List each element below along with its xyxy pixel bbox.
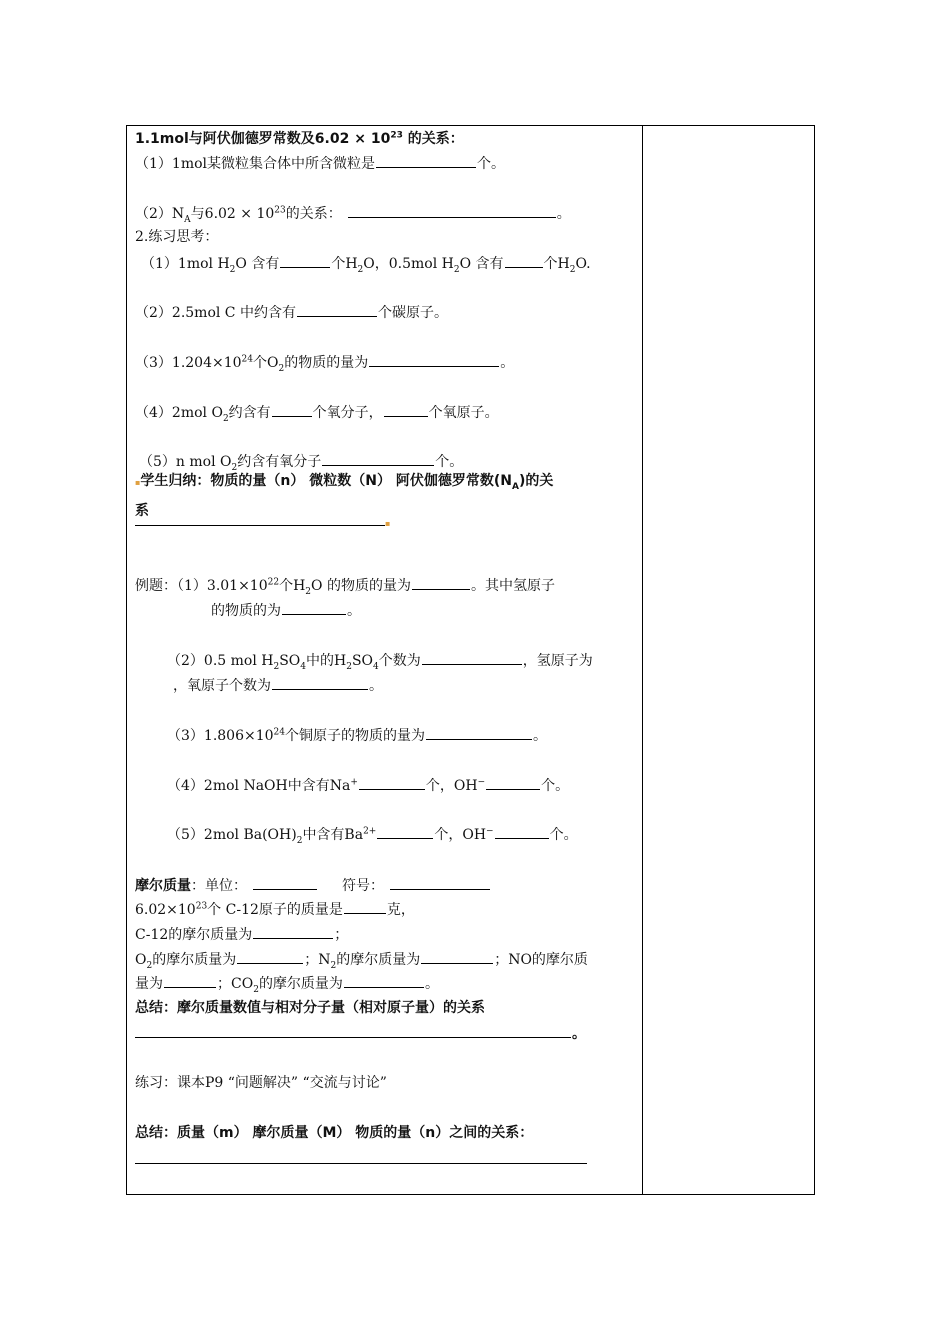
molar-l3-a: C-12的摩尔质量为 (135, 927, 253, 943)
summary1-c: 系 (135, 503, 149, 519)
example-e1-a: 例题：（1）3.01×10 (135, 578, 268, 594)
section2-title: 2.练习思考： (135, 229, 219, 245)
example-e5-b: 中含有Ba (302, 827, 364, 843)
s2-p3-b: 个O (252, 355, 279, 371)
answer-blank[interactable] (322, 451, 434, 466)
summary2-end: 。 (572, 1026, 586, 1042)
s1-title-text: 1.1mol与阿伏伽德罗常数及6.02 × 10 (135, 131, 391, 147)
molar-line2 (135, 899, 415, 920)
answer-blank[interactable] (376, 153, 476, 168)
molar-l3-b: ； (334, 927, 349, 943)
example-e4-sup: + (350, 777, 358, 788)
molar-l4-c: ；N (304, 952, 331, 968)
s2-p1-c: 个H (331, 256, 358, 272)
answer-blank[interactable] (359, 775, 425, 790)
molar-unit-label: ：单位： (191, 878, 247, 894)
answer-blank[interactable] (348, 203, 556, 218)
molar-title: 摩尔质量 (135, 878, 191, 894)
answer-blank[interactable] (377, 824, 433, 839)
molar-l4-a: O (135, 952, 147, 968)
example-5: （5）2mol $Ba(OH)_2$中含有$Ba^{2+}$ 个，OH− 个。 (167, 824, 578, 845)
s1-q2-text3: 的关系： (285, 206, 342, 222)
s1-q1 (135, 153, 505, 174)
molar-symbol-label: 符号： (342, 878, 384, 894)
summary2-title: 总结：摩尔质量数值与相对分子量（相对原子量）的关系 (135, 1000, 485, 1016)
example-e2-b: SO (279, 653, 301, 669)
example-e1-c: O 的物质的量为 (311, 578, 411, 594)
s2-p5-a: （5）n mol O (139, 454, 232, 470)
s2-p1-d: O，0.5mol H (363, 256, 454, 272)
example-e2-h: 。 (369, 678, 383, 694)
example-e3-a: （3）1.806×10 (167, 728, 274, 744)
answer-blank[interactable] (486, 775, 540, 790)
example-e5-sup: 2+ (363, 826, 377, 837)
s1-q1-text: （1）1mol某微粒集合体中所含微粒是 (135, 156, 375, 172)
s1-q2-end: 。 (556, 206, 571, 222)
answer-blank[interactable] (135, 1163, 587, 1164)
molar-line5: 量为 ；$CO_2$的摩尔质量为 。 (135, 973, 439, 994)
s1-q2-exp: 23 (274, 205, 286, 216)
molar-l2-a: 6.02×10 (135, 902, 196, 918)
answer-blank[interactable] (422, 650, 522, 665)
s2-p4-d: 个氧原子。 (428, 405, 499, 421)
example-e4-b: 个，OH (425, 778, 478, 794)
molar-l4-b: 的摩尔质量为 (152, 952, 237, 968)
answer-blank[interactable] (272, 675, 368, 690)
s1-title-exp: 23 (390, 130, 403, 141)
s2-p2 (135, 302, 448, 323)
summary2-answer (135, 1023, 586, 1044)
summary1-a: 学生归纳：物质的量（n） 微粒数（N） 阿伏伽德罗常数(N (140, 473, 512, 489)
answer-blank[interactable] (369, 352, 499, 367)
molar-l2-c: 克， (386, 902, 415, 918)
example-e2-e: 个数为 (378, 653, 421, 669)
s2-p4-c: 个氧分子， (312, 405, 383, 421)
answer-blank[interactable] (390, 875, 490, 890)
molar-line1 (135, 875, 491, 896)
molar-l5-b: ；CO (217, 976, 254, 992)
summary1-b: )的关 (518, 473, 554, 489)
section1-title (135, 129, 464, 149)
molar-l5-d: 。 (424, 976, 439, 992)
example-1: 例题：$(1)3.01\times 10^{22}$个$H_2O$ 的物质的量为 。其中氢原子 (135, 575, 555, 596)
example-e2-a: （2）0.5 mol H (167, 653, 274, 669)
s2-p5: （5）n mol $O_2$约含有氧分子 个。 (139, 451, 463, 472)
s1-q2-text2: 与6.02 × 10 (190, 206, 275, 222)
answer-blank[interactable] (344, 899, 386, 914)
example-e1-b: 个H (279, 578, 306, 594)
s2-p3-d: 。 (500, 355, 515, 371)
answer-blank[interactable] (135, 1023, 571, 1038)
example-e5-c: 个，OH (434, 827, 487, 843)
answer-blank[interactable] (272, 402, 312, 417)
answer-blank[interactable] (282, 600, 346, 615)
s2-p4-b: 约含有 (228, 405, 271, 421)
worksheet-content (135, 125, 640, 1193)
answer-blank[interactable] (384, 402, 428, 417)
answer-blank[interactable] (505, 253, 543, 268)
summary3-title: 总结：质量（m） 摩尔质量（M） 物质的量（n）之间的关系： (135, 1125, 534, 1141)
example-e3-c: 。 (532, 728, 547, 744)
example-4 (167, 775, 569, 796)
answer-blank[interactable] (495, 824, 549, 839)
molar-l2-exp: 23 (195, 901, 208, 912)
s2-p1-g: O. (575, 256, 591, 272)
s2-p1-b: O 含有 (235, 256, 280, 272)
answer-blank[interactable] (135, 525, 385, 526)
example-e5-sup2: − (486, 826, 494, 837)
answer-blank[interactable] (426, 725, 532, 740)
example-1-cont (211, 600, 361, 621)
answer-blank[interactable] (253, 924, 333, 939)
example-e1-f: 。 (347, 603, 361, 619)
molar-l2-b: 个 C-12原子的质量是 (207, 902, 343, 918)
s2-p5-b: 约含有氧分子 (237, 454, 322, 470)
answer-blank[interactable] (297, 302, 377, 317)
example-e2-c: 中的H (306, 653, 347, 669)
molar-l4-e: ；NO的摩尔质 (494, 952, 588, 968)
example-2-cont (173, 675, 383, 696)
example-e4-sup2: − (477, 777, 486, 788)
s2-p2-b: 个碳原子。 (377, 305, 448, 321)
s2-p4-a: （4）2mol O (135, 405, 223, 421)
example-e5-d: 个。 (549, 827, 578, 843)
example-e2-g: ，氧原子个数为 (173, 678, 271, 694)
example-e2-d: SO (351, 653, 374, 669)
answer-blank[interactable] (253, 875, 317, 890)
example-e4-a: （4）2mol NaOH中含有Na (167, 778, 351, 794)
example-3 (167, 725, 547, 746)
mark-dot: ▪ (385, 519, 391, 528)
s1-q2 (135, 203, 571, 224)
column-divider (642, 125, 643, 1195)
s2-p3: $(3)1.204\times 10^{24}$个$O_2$的物质的量为 。 (135, 352, 514, 373)
answer-blank[interactable] (344, 973, 424, 988)
s2-p3-exp: 24 (241, 354, 253, 365)
answer-blank[interactable] (280, 253, 330, 268)
s2-p1-f: 个H (543, 256, 570, 272)
practice-line: 练习：课本P9 “问题解决” “交流与讨论” (135, 1075, 387, 1091)
example-e3-b: 个铜原子的物质的量为 (284, 728, 425, 744)
summary1-line1: ▪学生归纳：物质的量（n） 微粒数（N） 阿伏伽德罗常数$(N_A)$的关 (135, 473, 554, 492)
summary1-sub: A (511, 481, 519, 492)
s2-p2-a: （2）2.5mol C 中约含有 (135, 305, 296, 321)
s2-p3-a: （3）1.204×10 (135, 355, 242, 371)
s1-title-end: 的关系： (402, 131, 464, 147)
molar-line3 (135, 924, 348, 945)
answer-blank[interactable] (164, 973, 216, 988)
answer-blank[interactable] (237, 949, 303, 964)
example-e3-exp: 24 (273, 727, 285, 738)
molar-l4-d: 的摩尔质量为 (336, 952, 421, 968)
example-2: （2）0.5 mol $H_2SO_4$中的$H_2SO_4$个数为 ，氢原子为 (167, 650, 593, 671)
molar-l5-c: 的摩尔质量为 (258, 976, 343, 992)
s2-p1-a: （1）1mol H (141, 256, 230, 272)
s1-q2-text: （2）N (135, 206, 185, 222)
example-e2-f: ，氢原子为 (522, 653, 593, 669)
s2-p1-e: O 含有 (459, 256, 504, 272)
example-e1-e: 的物质的为 (211, 603, 281, 619)
answer-blank[interactable] (412, 575, 470, 590)
s1-q2-sub: A (184, 214, 191, 225)
s2-p1: （1）1mol $H_2O$ 含有 个$H_2O$，0.5mol $H_2O$ 含有 个$H_2O$. (141, 253, 591, 274)
example-e1-exp: 22 (267, 577, 280, 588)
example-e4-c: 个。 (541, 778, 570, 794)
example-e5-a: （5）2mol Ba(OH) (167, 827, 297, 843)
molar-line4: $O_2$的摩尔质量为 ；$N_2$的摩尔质量为 ；NO的摩尔质 (135, 949, 588, 970)
summary1-line2 (135, 501, 149, 521)
s2-p5-c: 个。 (435, 454, 464, 470)
s2-p3-c: 的物质的量为 (284, 355, 369, 371)
example-e1-d: 。其中氢原子 (470, 578, 555, 594)
s1-q1-end: 个。 (477, 156, 505, 172)
answer-blank[interactable] (421, 949, 493, 964)
molar-l5-a: 量为 (135, 976, 163, 992)
s2-p4: （4）2mol $O_2$约含有 个氧分子， 个氧原子。 (135, 402, 499, 423)
